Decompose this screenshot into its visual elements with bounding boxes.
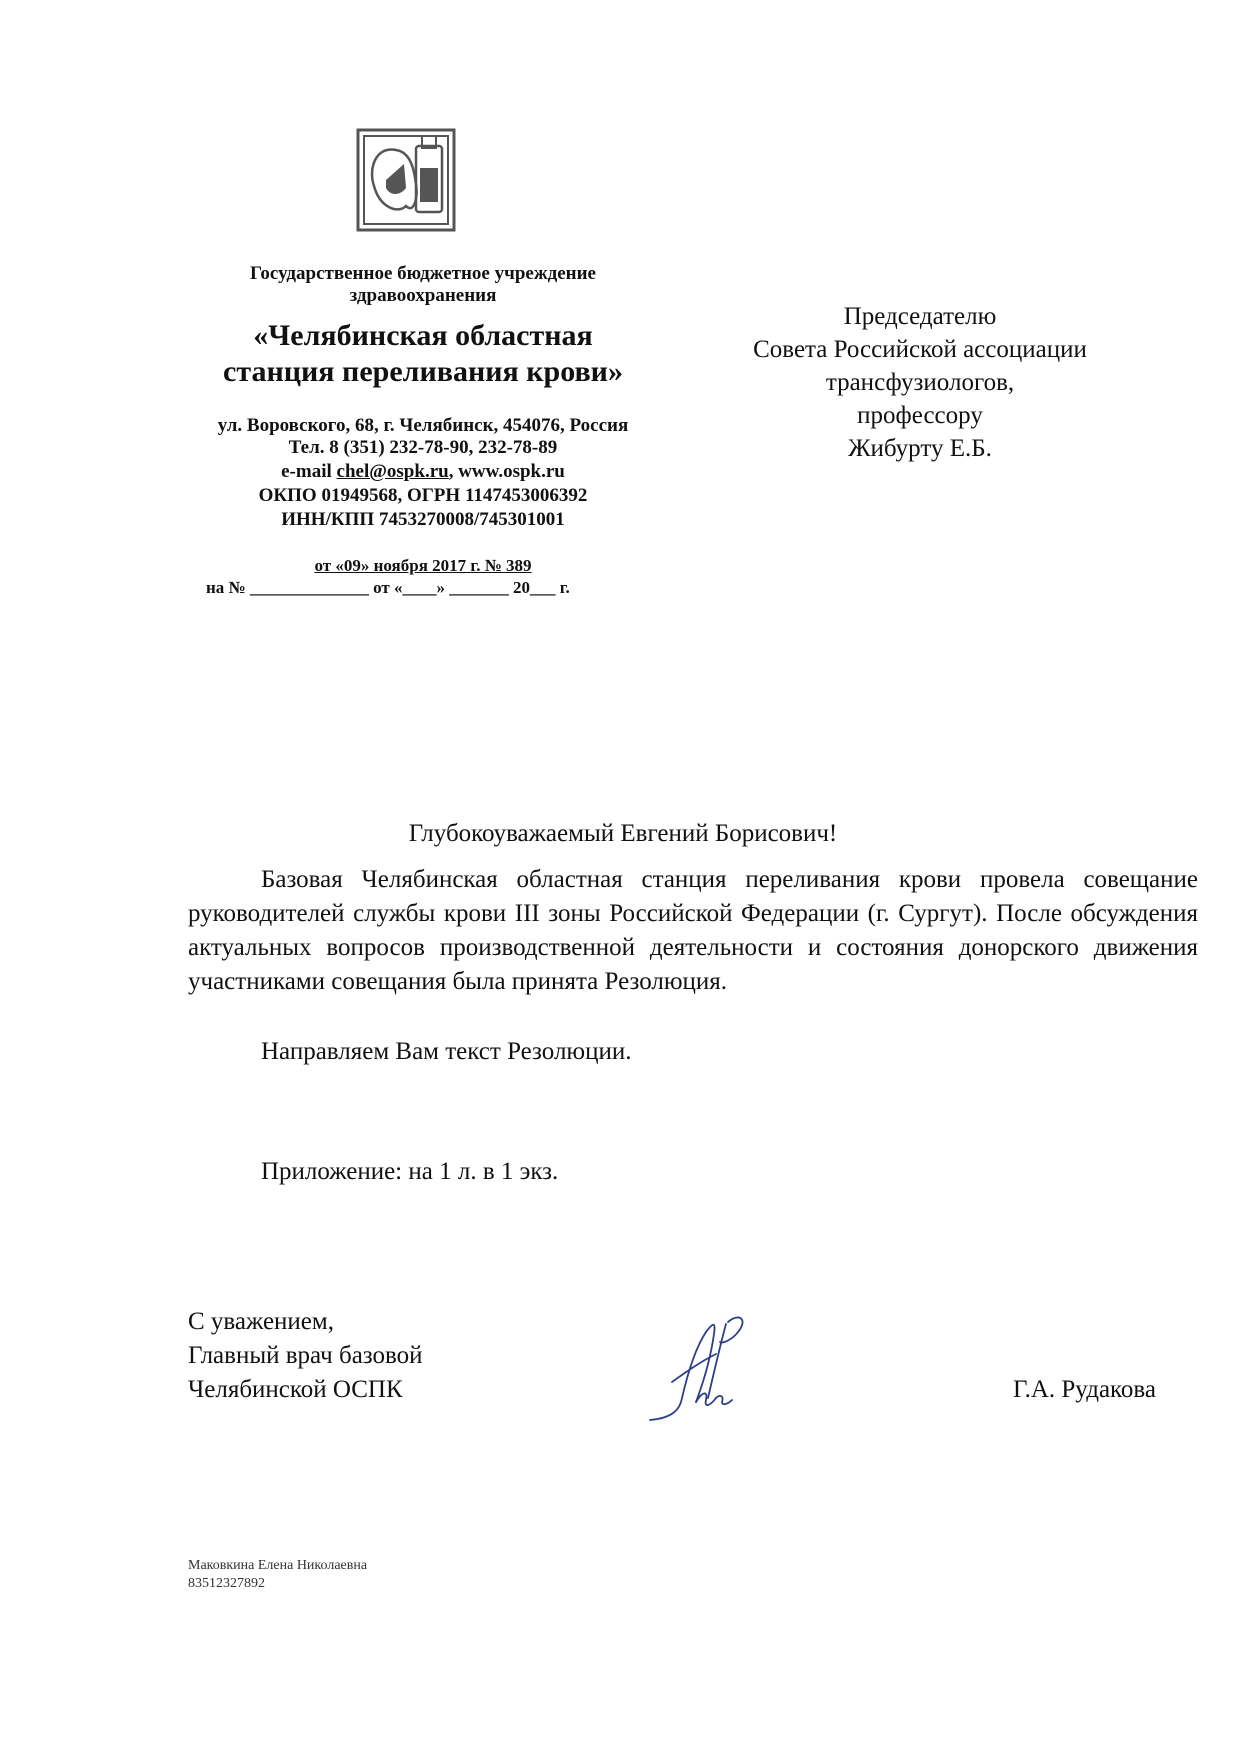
body-paragraph-2: Направляем Вам текст Резолюции. [261, 1038, 632, 1065]
organization-logo [356, 128, 456, 232]
recipient-line5: Жибурту Е.Б. [848, 435, 992, 462]
org-name-line1: «Челябинская областная [253, 319, 593, 352]
org-name-line2: станция переливания крови» [223, 355, 623, 388]
org-type-line1: Государственное бюджетное учреждение [250, 263, 596, 284]
org-inn: ИНН/КПП 7453270008/745301001 [281, 509, 565, 530]
email-link[interactable]: chel@ospk.ru [336, 461, 449, 482]
document-date-number: от «09» ноября 2017 г. № 389 [314, 556, 532, 575]
closing-position-line2: Челябинской ОСПК [188, 1376, 403, 1403]
executor-phone: 83512327892 [188, 1576, 265, 1591]
email-prefix: e-mail [281, 461, 337, 482]
executor-name: Маковкина Елена Николаевна [188, 1558, 368, 1573]
recipient-line1: Председателю [843, 303, 997, 330]
closing-position-line1: Главный врач базовой [188, 1342, 423, 1369]
signer-name: Г.А. Рудакова [1012, 1376, 1156, 1403]
attachment-note: Приложение: на 1 л. в 1 экз. [261, 1158, 559, 1185]
org-okpo: ОКПО 01949568, ОГРН 1147453006392 [258, 485, 588, 506]
closing-regards: С уважением, [188, 1308, 334, 1335]
body-paragraph-1: Базовая Челябинская областная станция переливания крови провела совещание руководителей службы крови III зоны Российской Федерации (г. Сургут). После обсуждения актуальных вопросов производственной деятельности и состояния донорского движения участниками совещания была принята Резолюция. [188, 866, 1198, 995]
handwritten-signature [636, 1302, 796, 1422]
org-address: ул. Воровского, 68, г. Челябинск, 454076, Россия [217, 415, 629, 436]
recipient-line4: профессору [857, 402, 983, 429]
salutation: Глубокоуважаемый Евгений Борисович! [408, 820, 838, 847]
recipient-line3: трансфузиологов, [825, 369, 1015, 396]
org-type-line2: здравоохранения [349, 285, 497, 306]
org-phone: Тел. 8 (351) 232-78-90, 232-78-89 [288, 437, 558, 458]
reference-line: на № ______________ от «____» _______ 20___ г. [206, 578, 570, 597]
email-suffix: , www.ospk.ru [448, 461, 565, 482]
recipient-line2: Совета Российской ассоциации [753, 336, 1087, 363]
org-email-line [178, 460, 668, 484]
